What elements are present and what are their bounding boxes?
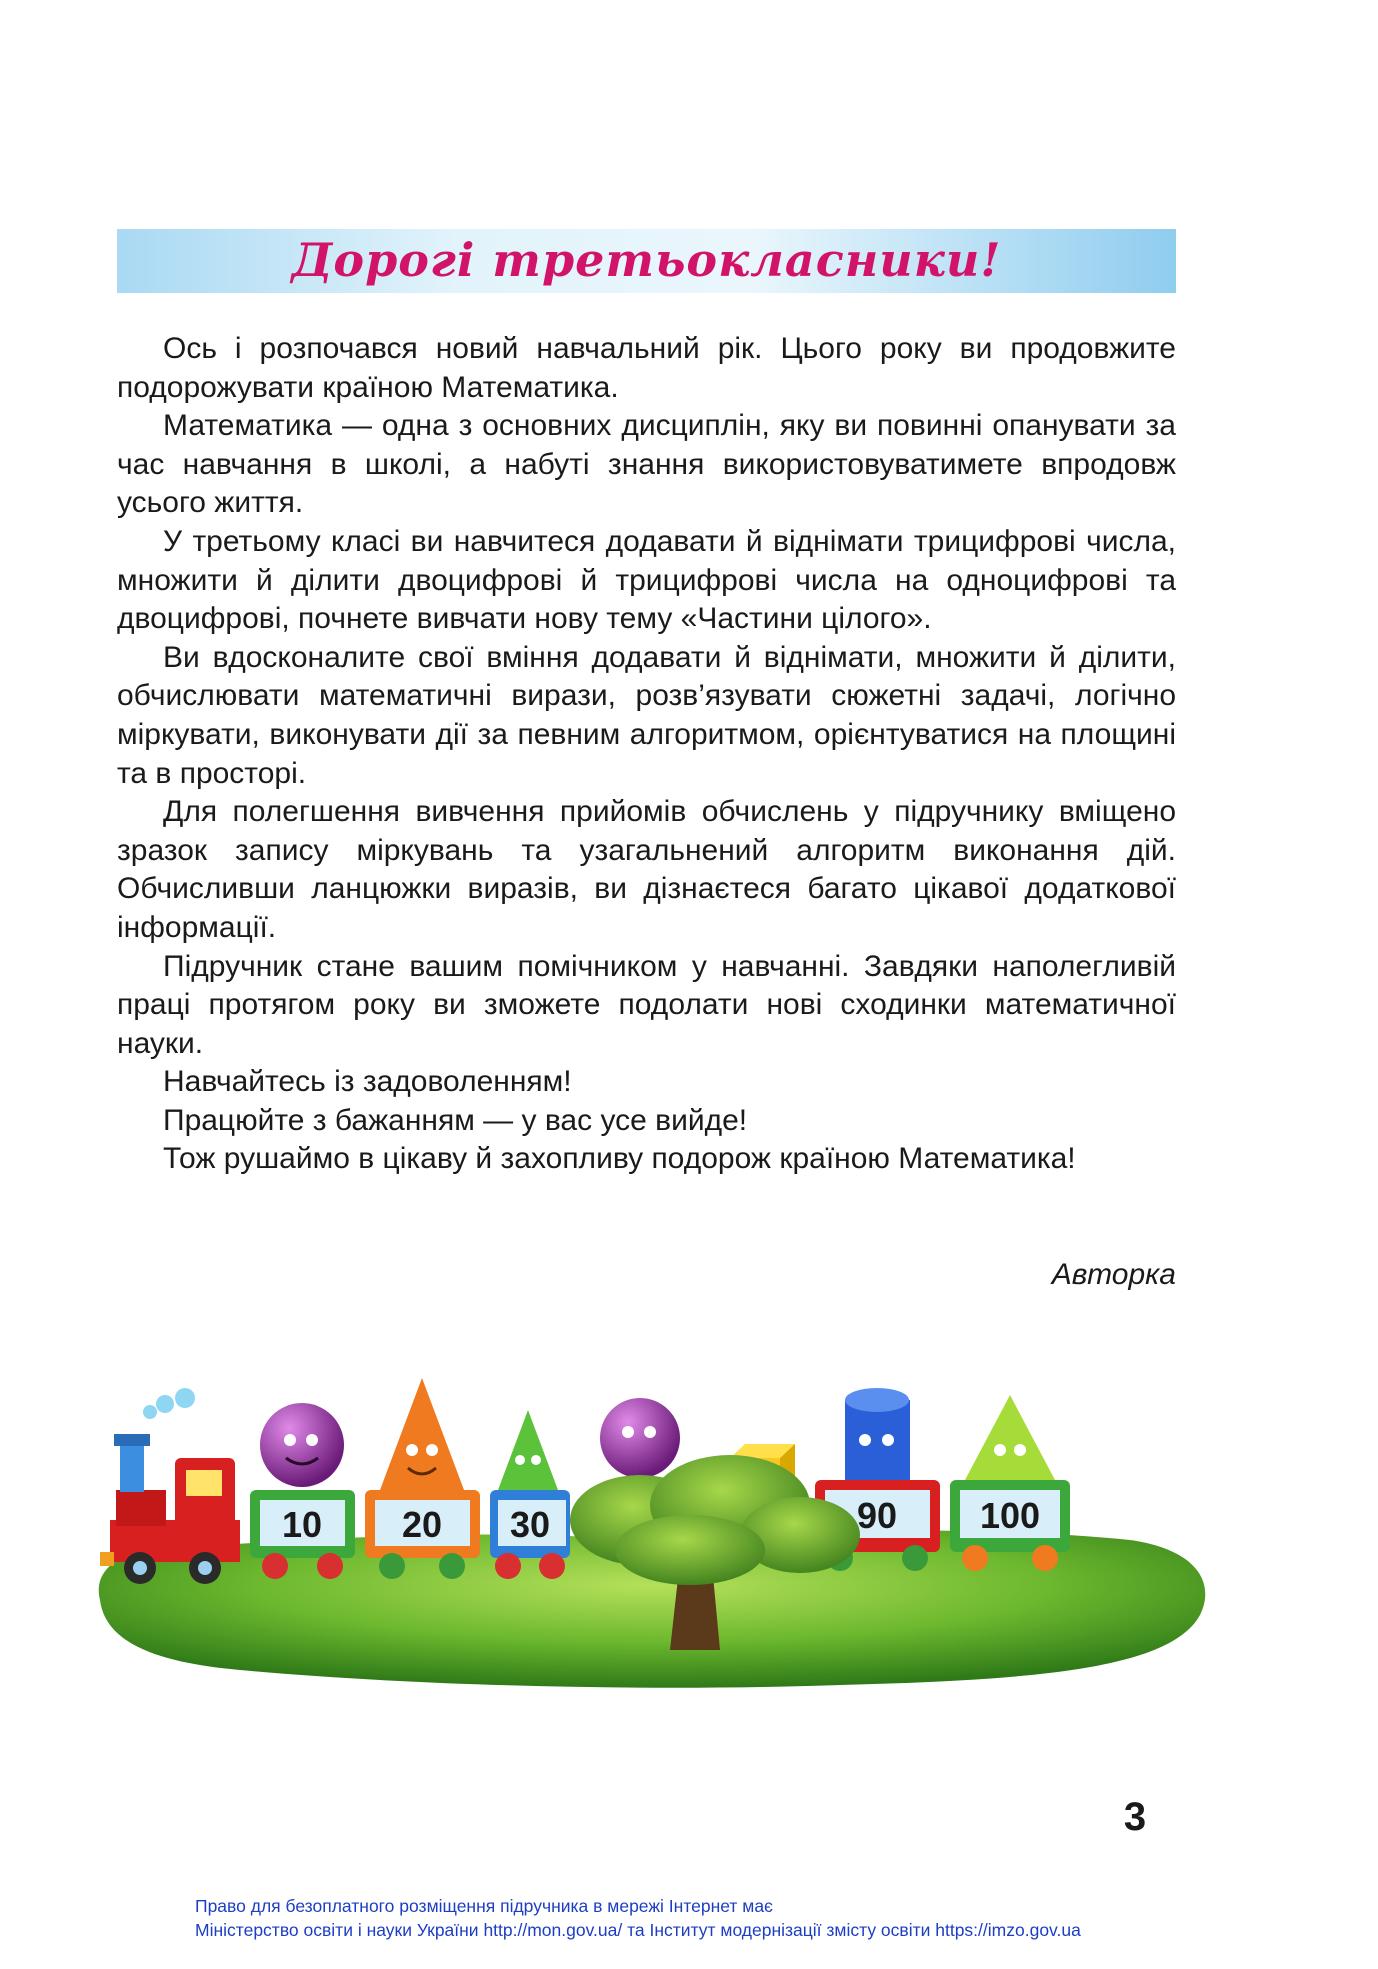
paragraph: Навчайтесь із задоволенням! xyxy=(163,1065,572,1099)
paragraph: Математика — одна з основних дисциплін, яку ви повинні опанувати за час навчання в школі, а набуті знання використовуватимете впродовж усього життя. xyxy=(117,409,1176,520)
wagon-number: 30 xyxy=(509,1504,551,1545)
smoke-puff xyxy=(156,1395,174,1413)
footer-line: Право для безоплатного розміщення підручника в мережі Інтернет має xyxy=(195,1896,773,1916)
smoke-puff xyxy=(175,1388,195,1408)
wagon-number: 20 xyxy=(401,1504,443,1545)
paragraph: Для полегшення вивчення прийомів обчислень у підручнику вміщено зразок запису міркувань та узагальнений алгоритм виконання дій. Обчисливши ланцюжки виразів, ви дізнаєтеся багато цікавої додаткової інформації. xyxy=(117,795,1176,944)
paragraph: Ось і розпочався новий навчальний рік. Цього року ви продовжите подорожувати країною Математика. xyxy=(117,332,1176,404)
smoke-puff xyxy=(143,1405,157,1419)
title-banner xyxy=(117,229,1176,293)
wagon xyxy=(950,1395,1070,1571)
pyramid-shape xyxy=(498,1410,558,1490)
pyramid-shape xyxy=(965,1395,1055,1480)
wagon xyxy=(365,1378,480,1579)
author-signature: Авторка xyxy=(1051,1258,1176,1291)
wagon xyxy=(250,1403,355,1579)
locomotive xyxy=(100,1434,240,1584)
ball-shape xyxy=(600,1398,680,1478)
page-title: Дорогі третьокласники! xyxy=(291,233,1002,287)
ball-shape xyxy=(260,1403,344,1487)
wagon xyxy=(490,1410,570,1579)
paragraph: Підручник стане вашим помічником у навчанні. Завдяки наполегливій праці протягом року ви зможете подолати нові сходинки математичної науки. xyxy=(117,949,1176,1060)
wagon-number: 10 xyxy=(281,1504,323,1545)
footer-license xyxy=(195,1894,1081,1942)
footer-line: Міністерство освіти і науки України http://mon.gov.ua/ та Інститут модернізації змісту освіти https://imzo.gov.ua xyxy=(195,1920,1081,1940)
cylinder-shape xyxy=(845,1400,910,1480)
page-number: 3 xyxy=(1123,1795,1147,1839)
paragraph: Ви вдосконалите свої вміння додавати й віднімати, множити й ділити, обчислювати математичні вирази, розв’язувати сюжетні задачі, логічно міркувати, виконувати дії за певним алгоритмом, орієнтуватися на площині та в просторі. xyxy=(117,640,1176,790)
paragraph: У третьому класі ви навчитеся додавати й віднімати трицифрові числа, множити й ділити двоцифрові й трицифрові числа на одноцифрові та двоцифрові, почнете вивчати нову тему «Частини цілого». xyxy=(117,524,1176,636)
train-illustration xyxy=(80,1340,1220,1720)
paragraph: Тож рушаймо в цікаву й захопливу подорож країною Математика! xyxy=(163,1142,1076,1176)
wagon-number: 100 xyxy=(979,1495,1041,1536)
paragraph: Працюйте з бажанням — у вас усе вийде! xyxy=(163,1103,748,1137)
wagon-number: 90 xyxy=(856,1495,898,1536)
body-text xyxy=(117,330,1176,1179)
